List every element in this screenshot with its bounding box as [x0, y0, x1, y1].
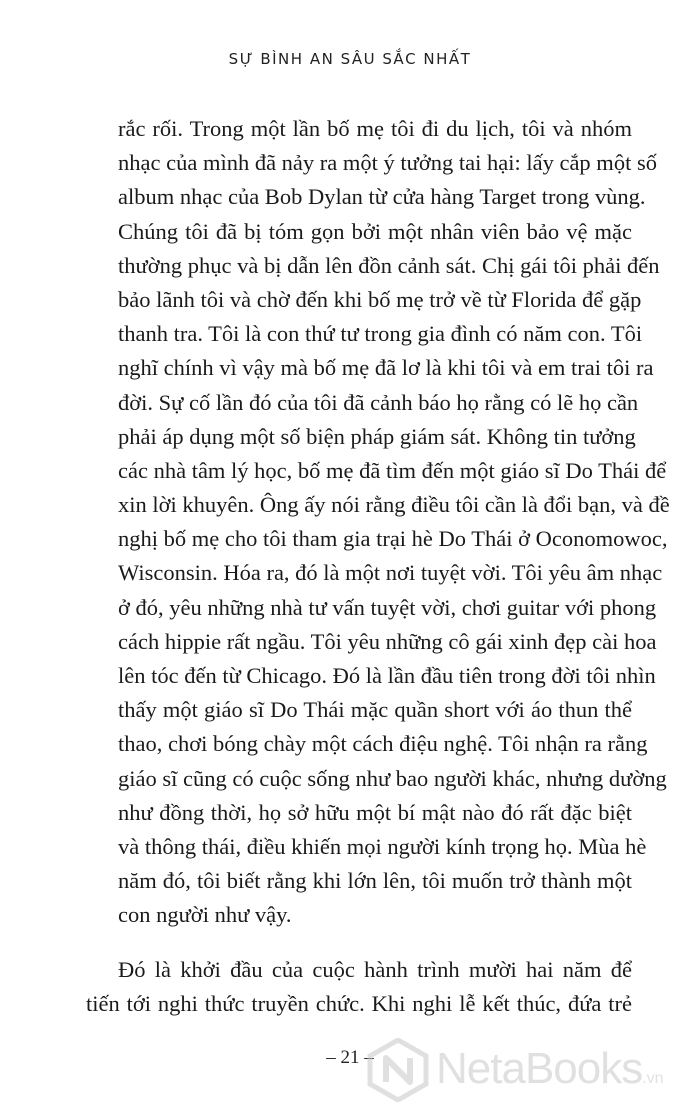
- body-text: [86, 112, 670, 1021]
- watermark-brand: NetaBooks: [436, 1044, 643, 1093]
- running-header: SỰ BÌNH AN SÂU SẮC NHẤT: [228, 50, 472, 68]
- text-line: nhạc của mình đã nảy ra một ý tưởng tai hại: lấy cắp một số: [118, 150, 657, 176]
- netabooks-logo-icon: [366, 1038, 430, 1102]
- text-line: và thông thái, điều khiến mọi người kính trọng họ. Mùa hè: [118, 833, 647, 859]
- text-line: Đó là khởi đầu của cuộc hành trình mười hai năm để: [118, 956, 632, 982]
- text-line: rắc rối. Trong một lần bố mẹ tôi đi du lịch, tôi và nhóm: [118, 116, 632, 141]
- text-line: nghị bố mẹ cho tôi tham gia trại hè Do Thái ở Oconomowoc,: [118, 526, 668, 552]
- text-line: thường phục và bị dẫn lên đồn cảnh sát. Chị gái tôi phải đến: [118, 252, 660, 278]
- text-line: xin lời khuyên. Ông ấy nói rằng điều tôi cần là đổi bạn, và đề: [118, 492, 670, 518]
- text-line: cách hippie rất ngầu. Tôi yêu những cô gái xinh đẹp cài hoa: [118, 628, 657, 654]
- paragraph-gap: [118, 933, 632, 953]
- text-line: như đồng thời, họ sở hữu một bí mật nào đó rất đặc biệt: [118, 799, 632, 825]
- watermark: [366, 1038, 696, 1102]
- text-line: Wisconsin. Hóa ra, đó là một nơi tuyệt vời. Tôi yêu âm nhạc: [118, 560, 663, 586]
- text-line: Chúng tôi đã bị tóm gọn bởi một nhân viên bảo vệ mặc: [118, 218, 632, 244]
- text-line: tiến tới nghi thức truyền chức. Khi nghi lễ kết thúc, đứa trẻ: [86, 990, 632, 1016]
- page-number: – 21 –: [326, 1047, 374, 1068]
- text-line: giáo sĩ cũng có cuộc sống như bao người khác, nhưng dường: [118, 765, 667, 791]
- text-line: thấy một giáo sĩ Do Thái mặc quần short với áo thun thể: [118, 697, 632, 723]
- text-line: năm đó, tôi biết rằng khi lớn lên, tôi muốn trở thành một: [118, 868, 632, 894]
- watermark-suffix: .vn: [642, 1070, 664, 1087]
- text-line: các nhà tâm lý học, bố mẹ đã tìm đến một giáo sĩ Do Thái để: [118, 457, 667, 483]
- text-line: ở đó, yêu những nhà tư vấn tuyệt vời, chơi guitar với phong: [118, 594, 657, 620]
- text-line: đời. Sự cố lần đó của tôi đã cảnh báo họ rằng có lẽ họ cần: [118, 389, 639, 415]
- text-line: nghĩ chính vì vậy mà bố mẹ đã lơ là khi tôi và em trai tôi ra: [118, 355, 654, 381]
- watermark-text: [436, 1044, 664, 1094]
- text-line: lên tóc đến từ Chicago. Đó là lần đầu tiên trong đời tôi nhìn: [118, 663, 656, 688]
- text-line: con người như vậy.: [118, 902, 292, 928]
- text-line: phải áp dụng một số biện pháp giám sát. Không tin tưởng: [118, 423, 636, 449]
- text-line: album nhạc của Bob Dylan từ cửa hàng Target trong vùng.: [118, 184, 646, 210]
- text-line: thanh tra. Tôi là con thứ tư trong gia đình có năm con. Tôi: [118, 321, 643, 347]
- text-line: bảo lãnh tôi và chờ đến khi bố mẹ trở về từ Florida để gặp: [118, 286, 642, 312]
- paragraph-1: [118, 112, 670, 933]
- text-line: thao, chơi bóng chày một cách điệu nghệ. Tôi nhận ra rằng: [118, 731, 648, 757]
- paragraph-2: [86, 953, 632, 1021]
